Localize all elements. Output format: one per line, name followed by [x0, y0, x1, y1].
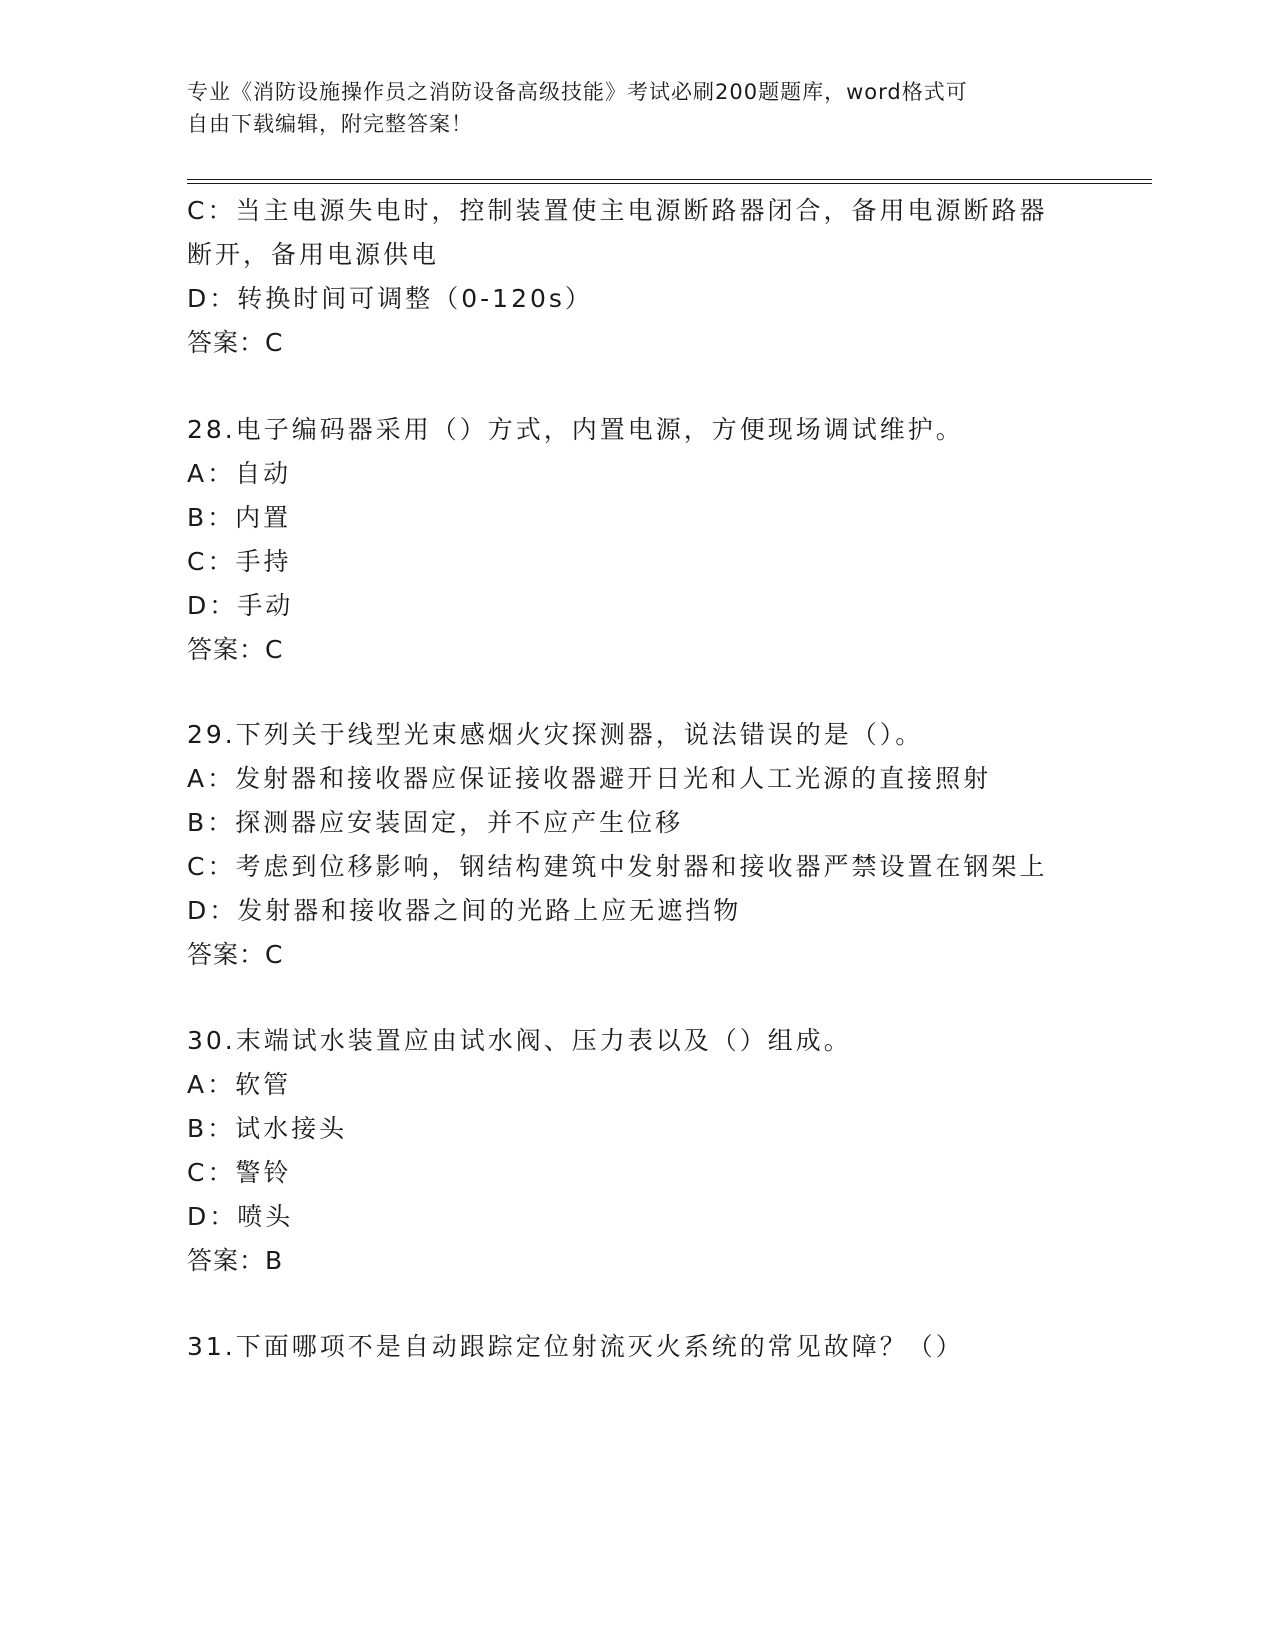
q29-option-d: D：发射器和接收器之间的光路上应无遮挡物	[187, 896, 742, 925]
q27-option-d: D：转换时间可调整（0-120s）	[187, 284, 593, 313]
q28-option-c: C：手持	[187, 547, 292, 576]
q30-option-a: A：软管	[187, 1070, 292, 1099]
q28-answer: 答案：C	[187, 635, 284, 664]
q28-option-a: A：自动	[187, 459, 292, 488]
q30-option-c: C：警铃	[187, 1158, 292, 1187]
q27-option-c-line-2: 断开，备用电源供电	[187, 240, 440, 269]
q29-option-a: A：发射器和接收器应保证接收器避开日光和人工光源的直接照射	[187, 764, 992, 793]
q27-answer: 答案：C	[187, 328, 284, 357]
q30-question: 30.末端试水装置应由试水阀、压力表以及（）组成。	[187, 1026, 852, 1055]
header-divider-top	[187, 179, 1152, 180]
document-header	[187, 76, 1067, 140]
q28-option-b: B：内置	[187, 503, 292, 532]
q29-question: 29.下列关于线型光束感烟火灾探测器，说法错误的是（）。	[187, 720, 924, 749]
q28-option-d: D：手动	[187, 591, 294, 620]
q29-option-b: B：探测器应安装固定，并不应产生位移	[187, 808, 684, 837]
q31-question: 31.下面哪项不是自动跟踪定位射流灭火系统的常见故障？（）	[187, 1332, 964, 1361]
q28-question: 28.电子编码器采用（）方式，内置电源，方便现场调试维护。	[187, 415, 964, 444]
q29-answer: 答案：C	[187, 940, 284, 969]
header-divider-bottom	[187, 183, 1152, 184]
header-line-1: 专业《消防设施操作员之消防设备高级技能》考试必刷200题题库，word格式可	[187, 80, 968, 104]
q30-option-d: D：喷头	[187, 1202, 294, 1231]
q27-option-c-line-1: C：当主电源失电时，控制装置使主电源断路器闭合，备用电源断路器	[187, 196, 1048, 225]
header-line-2: 自由下载编辑，附完整答案！	[187, 112, 473, 136]
q30-option-b: B：试水接头	[187, 1114, 348, 1143]
q29-option-c: C：考虑到位移影响，钢结构建筑中发射器和接收器严禁设置在钢架上	[187, 852, 1048, 881]
q30-answer: 答案：B	[187, 1246, 284, 1275]
